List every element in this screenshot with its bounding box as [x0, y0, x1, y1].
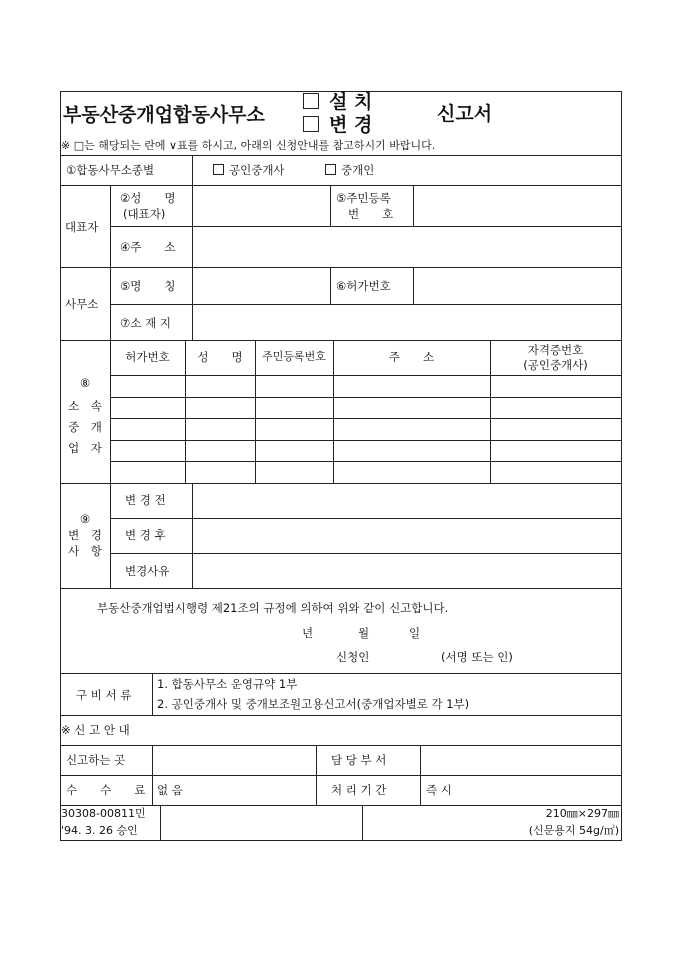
table-rule — [413, 185, 414, 226]
table-rule — [413, 267, 414, 304]
form-code: 30308-00811민 — [61, 807, 146, 820]
checkbox-icon[interactable] — [303, 93, 319, 109]
fee-value: 없 음 — [157, 783, 183, 797]
address-label: ④주 소 — [120, 240, 176, 254]
sign-label: (서명 또는 인) — [441, 650, 513, 664]
table-rule — [110, 397, 621, 398]
col-name: 성 명 — [197, 350, 243, 364]
table-rule — [110, 304, 621, 305]
year-label: 년 — [302, 626, 314, 640]
table-rule — [60, 715, 621, 716]
table-rule — [110, 375, 621, 376]
reason-label: 변경사유 — [125, 564, 170, 578]
table-rule — [60, 588, 621, 589]
table-rule — [60, 185, 621, 186]
location-label: ⑦소 재 지 — [120, 316, 171, 330]
id-label: ⑤주민등록 — [336, 191, 391, 205]
table-rule — [110, 440, 621, 441]
changes-num: ⑨ — [79, 512, 91, 526]
name-label: ②성 명 — [120, 191, 176, 205]
checkbox-icon[interactable] — [303, 116, 319, 132]
col-cert-sub: (공인중개사) — [523, 358, 588, 372]
id-label-2: 번 호 — [348, 207, 394, 221]
paper-size: 210㎜×297㎜ — [545, 807, 619, 820]
license-label: ⑥허가번호 — [336, 279, 391, 293]
instruction-note: ※ □는 해당되는 란에 ∨표를 하시고, 아래의 신청안내를 참고하시기 바랍니다. — [61, 139, 436, 152]
representative-label: 대표자 — [65, 220, 99, 234]
fee-label: 수 수 료 — [66, 783, 146, 797]
office-label: 사무소 — [65, 297, 99, 311]
agents-label: 소 속 중 개 업 자 — [68, 399, 102, 455]
table-rule — [110, 418, 621, 419]
table-rule — [110, 461, 621, 462]
table-rule — [60, 673, 621, 674]
table-rule — [60, 483, 621, 484]
table-rule — [110, 226, 621, 227]
table-rule — [60, 340, 621, 341]
col-cert: 자격증번호 — [527, 343, 584, 357]
table-rule — [110, 483, 111, 588]
table-rule — [110, 518, 621, 519]
table-rule — [110, 185, 111, 340]
table-rule — [192, 483, 193, 588]
title-prefix: 부동산중개업합동사무소 — [63, 104, 265, 126]
table-rule — [110, 553, 621, 554]
guide-title: ※ 신 고 안 내 — [61, 723, 130, 737]
document-item: 2. 공인중개사 및 중개보조원고용신고서(중개업자별로 각 1부) — [157, 697, 470, 711]
table-rule — [192, 155, 193, 185]
name-sub-label: (대표자) — [123, 207, 166, 221]
table-rule — [362, 805, 363, 840]
table-rule — [160, 805, 161, 840]
document-item: 1. 합동사무소 운영규약 1부 — [157, 677, 298, 691]
type-label: ①합동사무소종별 — [66, 163, 155, 177]
table-rule — [330, 267, 331, 304]
table-rule — [60, 267, 621, 268]
paper-type: (신문용지 54g/㎡) — [528, 824, 619, 837]
declaration-text: 부동산중개업법시행령 제21조의 규정에 의하여 위와 같이 신고합니다. — [97, 601, 449, 615]
option-install[interactable]: 설 치 — [303, 91, 372, 113]
table-rule — [60, 745, 621, 746]
table-rule — [152, 673, 153, 715]
option-licensed-agent[interactable]: 공인중개사 — [213, 163, 285, 177]
option-broker[interactable]: 중개인 — [325, 163, 374, 177]
table-rule — [60, 775, 621, 776]
title-suffix: 신고서 — [437, 103, 493, 125]
approval-date: '94. 3. 26 승인 — [61, 824, 138, 837]
day-label: 일 — [409, 626, 421, 640]
col-address: 주 소 — [388, 350, 435, 364]
table-rule — [192, 185, 193, 340]
period-label: 처 리 기 간 — [331, 783, 387, 797]
changes-label: 변 경 사 항 — [68, 528, 102, 558]
table-rule — [60, 805, 621, 806]
office-name-label: ⑤명 칭 — [120, 279, 176, 293]
table-rule — [60, 155, 621, 156]
agents-num: ⑧ — [79, 376, 91, 390]
after-label: 변 경 후 — [125, 528, 166, 542]
dept-label: 담 당 부 서 — [331, 753, 387, 767]
col-license: 허가번호 — [125, 350, 170, 364]
month-label: 월 — [358, 626, 370, 640]
place-label: 신고하는 곳 — [66, 753, 126, 767]
before-label: 변 경 전 — [125, 493, 166, 507]
table-rule — [330, 185, 331, 226]
documents-label: 구 비 서 류 — [76, 688, 132, 702]
col-id: 주민등록번호 — [262, 350, 326, 363]
applicant-label: 신청인 — [336, 650, 370, 664]
option-change[interactable]: 변 경 — [303, 114, 372, 136]
period-value: 즉 시 — [426, 783, 452, 797]
